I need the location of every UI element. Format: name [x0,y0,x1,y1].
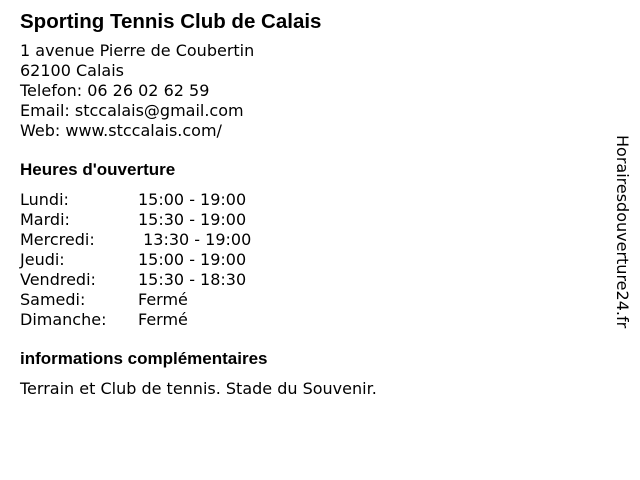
email-line: Email: stccalais@gmail.com [20,101,244,120]
opening-hours-table [20,190,580,330]
hours-day: Mercredi: [20,230,95,249]
hours-row-saturday [20,290,580,310]
hours-row-friday [20,270,580,290]
contact-block [20,41,580,141]
hours-day: Lundi: [20,190,69,209]
hours-time: 15:30 - 18:30 [138,270,247,289]
hours-time: Fermé [138,310,188,329]
opening-hours-title: Heures d'ouverture [20,160,176,179]
business-card [20,9,580,399]
hours-row-monday [20,190,580,210]
hours-day: Jeudi: [20,250,65,269]
address-line-2: 62100 Calais [20,61,124,80]
phone-line: Telefon: 06 26 02 62 59 [20,81,210,100]
additional-info-title: informations complémentaires [20,349,268,368]
hours-time: 15:00 - 19:00 [138,190,247,209]
hours-time: 15:00 - 19:00 [138,250,247,269]
address-line-1: 1 avenue Pierre de Coubertin [20,41,255,60]
hours-day: Mardi: [20,210,70,229]
hours-time: Fermé [138,290,188,309]
hours-day: Dimanche: [20,310,107,329]
hours-time: 15:30 - 19:00 [138,210,247,229]
business-name: Sporting Tennis Club de Calais [20,10,322,33]
hours-row-tuesday [20,210,580,230]
hours-row-wednesday [20,230,580,250]
hours-day: Samedi: [20,290,86,309]
additional-info-text: Terrain et Club de tennis. Stade du Souvenir. [20,379,377,398]
website-line: Web: www.stccalais.com/ [20,121,222,140]
hours-row-thursday [20,250,580,270]
hours-day: Vendredi: [20,270,96,289]
hours-time: 13:30 - 19:00 [138,230,252,249]
site-watermark: Horairesdouverture24.fr [613,135,632,329]
hours-row-sunday [20,310,580,330]
